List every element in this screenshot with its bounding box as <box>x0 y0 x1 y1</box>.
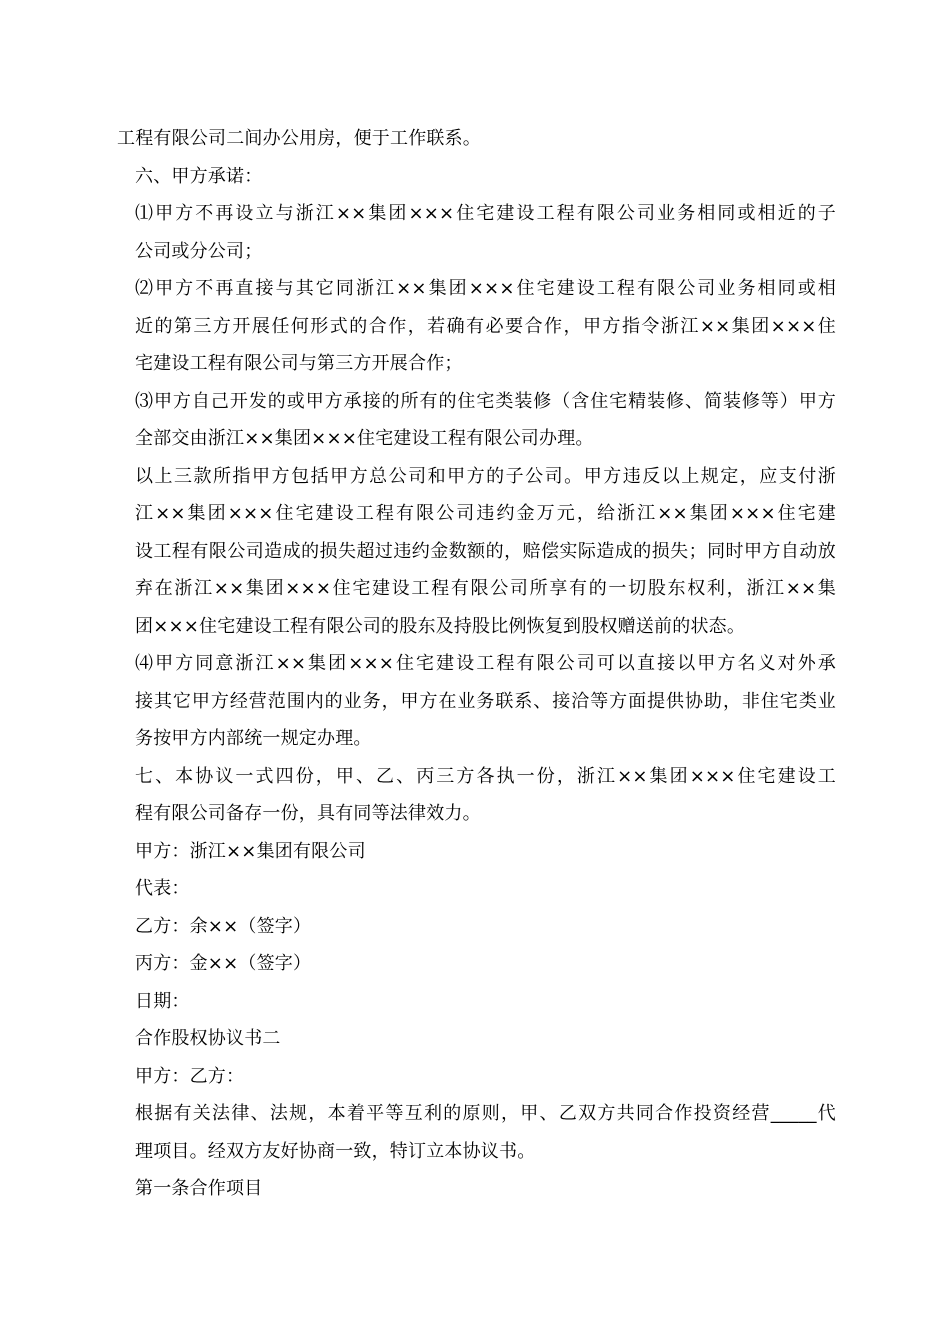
document-body <box>117 120 836 1208</box>
paragraph-office-space <box>117 120 836 158</box>
text-line: 日期： <box>135 990 190 1012</box>
text-line: 乙方：余××（签字） <box>135 915 312 937</box>
text-line: 以上三款所指甲方包括甲方总公司和甲方的子公司。甲方违反以上规定，应支付浙 <box>135 465 836 487</box>
text-line: 甲方：乙方： <box>135 1065 245 1087</box>
text-line: 丙方：金××（签字） <box>135 953 312 974</box>
text-line: 弃在浙江××集团×××住宅建设工程有限公司所享有的一切股东权利，浙江××集 <box>135 578 836 599</box>
text-line: 宅建设工程有限公司与第三方开展合作； <box>135 353 463 374</box>
text-line: 根据有关法律、法规，本着平等互利的原则，甲、乙双方共同合作投资经营_____代 <box>135 1103 836 1124</box>
representative-line <box>117 870 836 908</box>
clause-2 <box>117 270 836 383</box>
text-line: 理项目。经双方友好协商一致，特订立本协议书。 <box>135 1140 536 1162</box>
section-seven <box>117 758 836 833</box>
party-b-signature <box>117 908 836 946</box>
text-line: 工程有限公司二间办公用房，便于工作联系。 <box>117 128 481 149</box>
text-line: 六、甲方承诺： <box>135 165 263 187</box>
text-line: 代表： <box>135 878 190 899</box>
text-line: 江××集团×××住宅建设工程有限公司违约金万元，给浙江××集团×××住宅建 <box>135 503 836 524</box>
text-line: 第一条合作项目 <box>135 1178 263 1199</box>
text-line: 甲方：浙江××集团有限公司 <box>135 840 366 862</box>
text-line: ⑴甲方不再设立与浙江××集团×××住宅建设工程有限公司业务相同或相近的子 <box>135 203 836 224</box>
clause-4 <box>117 645 836 758</box>
text-line: 程有限公司备存一份，具有同等法律效力。 <box>135 803 481 824</box>
text-line: 接其它甲方经营范围内的业务，甲方在业务联系、接洽等方面提供协助，非住宅类业 <box>135 690 836 712</box>
penalty-paragraph <box>117 458 836 646</box>
text-line: 七、本协议一式四份，甲、乙、丙三方各执一份，浙江××集团×××住宅建设工 <box>135 765 836 787</box>
agreement-two-preamble <box>117 1095 836 1170</box>
text-line: ⑵甲方不再直接与其它同浙江××集团×××住宅建设工程有限公司业务相同或相 <box>135 278 836 299</box>
clause-3 <box>117 383 836 458</box>
text-line: 近的第三方开展任何形式的合作，若确有必要合作，甲方指令浙江××集团×××住 <box>135 315 836 337</box>
text-line: 设工程有限公司造成的损失超过违约金数额的，赔偿实际造成的损失；同时甲方自动放 <box>135 540 836 562</box>
text-line: 全部交由浙江××集团×××住宅建设工程有限公司办理。 <box>135 428 594 449</box>
date-line <box>117 983 836 1021</box>
party-a-signature <box>117 833 836 871</box>
parties-line <box>117 1058 836 1096</box>
text-line: ⑶甲方自己开发的或甲方承接的所有的住宅类装修（含住宅精装修、简装修等）甲方 <box>135 390 836 412</box>
text-line: ⑷甲方同意浙江××集团×××住宅建设工程有限公司可以直接以甲方名义对外承 <box>135 653 836 674</box>
text-line: 团×××住宅建设工程有限公司的股东及持股比例恢复到股权赠送前的状态。 <box>135 615 746 637</box>
party-c-signature <box>117 945 836 983</box>
text-line: 公司或分公司； <box>135 240 263 262</box>
agreement-two-title <box>117 1020 836 1058</box>
text-line: 合作股权协议书二 <box>135 1028 281 1049</box>
clause-1 <box>117 195 836 270</box>
section-six-heading <box>117 158 836 196</box>
text-line: 务按甲方内部统一规定办理。 <box>135 728 372 749</box>
article-one-heading <box>117 1170 836 1208</box>
